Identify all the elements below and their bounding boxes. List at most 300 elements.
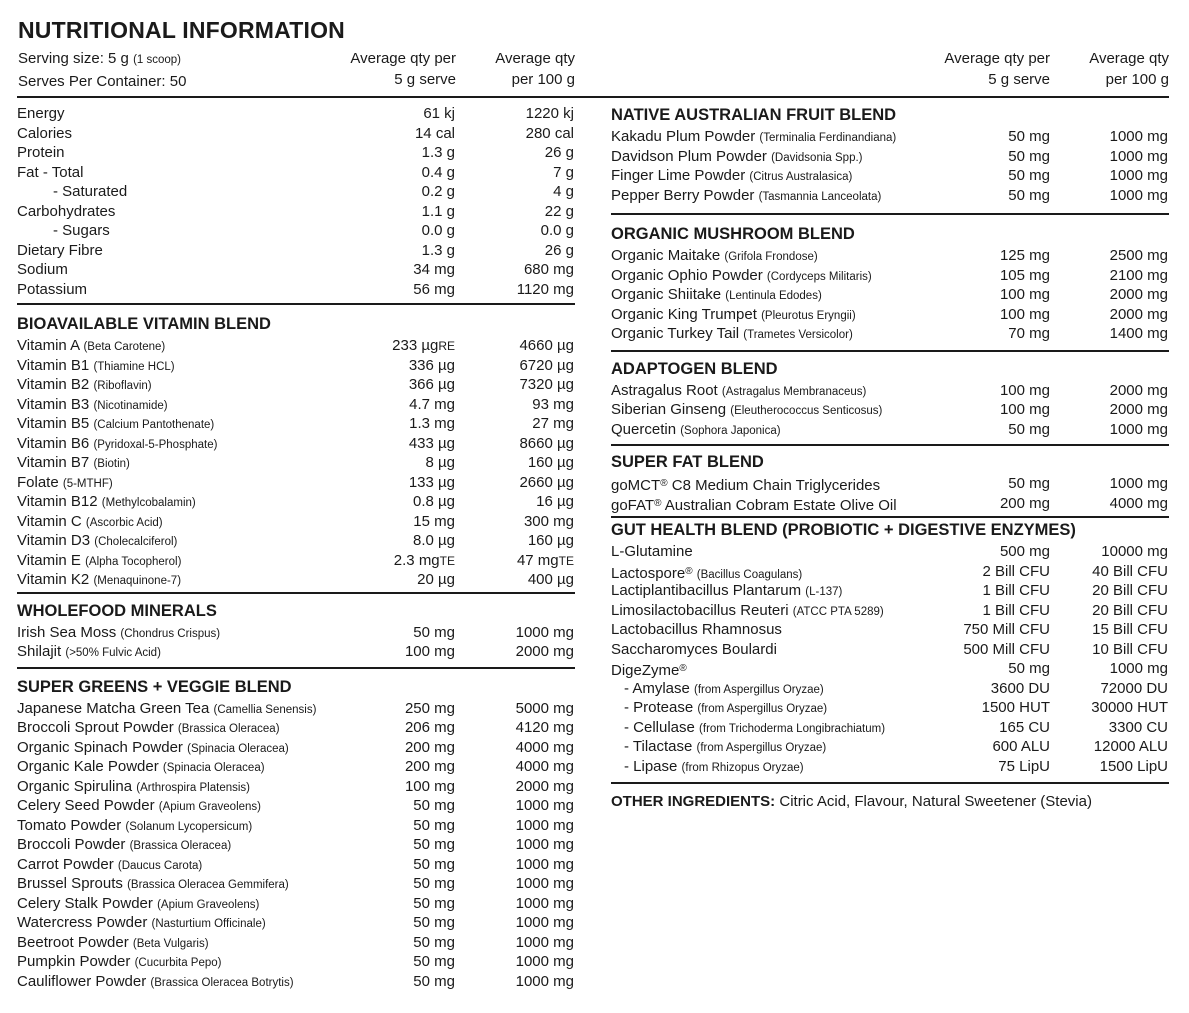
qty-per-serve-value: 15 mg: [413, 512, 455, 530]
ingredient-row: [17, 280, 575, 300]
ingredient-name-rest: Australian Cobram Estate Olive Oil: [661, 496, 897, 514]
ingredient-row: [17, 473, 575, 493]
qty-per-serve-value: 100 mg: [404, 777, 455, 795]
qty-per-100g-value: 2000 mg: [1109, 305, 1168, 323]
qty-per-100g-value: 1000 mg: [1109, 147, 1168, 165]
ingredient-note: (Riboflavin): [93, 380, 152, 392]
qty-per-serve-value: 50 mg: [413, 953, 455, 970]
qty-per-100g-value: 1000 mg: [515, 836, 574, 853]
qty-per-serve: [413, 855, 455, 875]
ingredient-row: [17, 453, 575, 473]
ingredient-name: [611, 285, 822, 307]
ingredient-name: [17, 453, 130, 475]
qty-per-serve-value: 50 mg: [1008, 475, 1050, 492]
ingredient-note: (Alpha Tocopherol): [85, 555, 182, 568]
qty-per-serve-value: 50 mg: [1008, 420, 1050, 438]
ingredient-row: [611, 266, 1169, 286]
qty-per-serve-value: 70 mg: [1008, 325, 1050, 342]
ingredient-name-text: Protein: [17, 144, 65, 161]
qty-per-100g-value: 2000 mg: [515, 777, 574, 795]
qty-per-100g: [516, 777, 574, 797]
ingredient-name: [17, 531, 177, 553]
qty-per-100g-value: 1500 LipU: [1099, 757, 1168, 775]
ingredient-name: [17, 375, 152, 397]
ingredient-note: (Eleutherococcus Senticosus): [730, 405, 883, 417]
qty-per-serve: [1008, 147, 1050, 167]
qty-per-serve-value: 1.3 mg: [409, 415, 455, 432]
ingredient-note: (Nicotinamide): [93, 399, 168, 412]
qty-per-100g-value: 1000 mg: [1109, 660, 1168, 677]
nutrition-section: [17, 104, 575, 299]
ingredient-name-text: Vitamin B3: [17, 395, 90, 413]
ingredient-name: [624, 718, 885, 740]
ingredient-note: (Sophora Japonica): [680, 424, 781, 437]
ingredient-row: [17, 395, 575, 415]
qty-per-100g: [519, 336, 574, 356]
ingredient-note: (Bacillus Coagulans): [696, 568, 803, 581]
qty-per-100g: [553, 163, 574, 183]
qty-per-100g-value: 160 µg: [527, 532, 574, 549]
registered-mark: ®: [654, 497, 662, 509]
qty-per-serve: [1008, 324, 1050, 344]
qty-per-100g: [517, 280, 574, 300]
qty-per-serve-value: 366 µg: [408, 376, 455, 393]
ingredient-name-text: - Amylase: [624, 679, 690, 697]
qty-per-serve-value: 0.8 µg: [412, 493, 455, 510]
qty-per-100g-value: 1120 mg: [516, 280, 574, 298]
ingredient-name: [611, 166, 852, 188]
other-ingredients-text: Citric Acid, Flavour, Natural Sweetener (Stevia): [775, 793, 1092, 810]
ingredient-row: [17, 835, 575, 855]
qty-per-100g-value: 2100 mg: [1109, 266, 1168, 284]
qty-per-serve: [982, 601, 1050, 621]
ingredient-name-text: Broccoli Sprout Powder: [17, 719, 174, 736]
vitamin-section: [17, 305, 575, 590]
ingredient-name: [17, 395, 168, 417]
qty-per-100g-value: 1000 mg: [515, 953, 574, 970]
ingredient-name: [611, 581, 842, 603]
ingredient-name: [611, 420, 781, 442]
ingredient-name: [611, 147, 862, 169]
ingredient-note: (ATCC PTA 5289): [792, 605, 884, 618]
ingredient-note: (from Aspergillus Oryzae): [697, 703, 828, 715]
qty-per-serve: [413, 623, 455, 643]
ingredient-name-text: Broccoli Powder: [17, 836, 126, 853]
col-header-per-100g-right: Average qty per 100 g: [1089, 50, 1169, 88]
qty-per-serve-value: 200 mg: [404, 758, 455, 775]
qty-per-100g-value: 280 cal: [525, 124, 574, 142]
ingredient-name-text: Cauliflower Powder: [17, 972, 147, 990]
ingredient-note: (Camellia Senensis): [213, 703, 317, 716]
qty-per-serve: [1000, 542, 1050, 562]
section-title: SUPER GREENS + VEGGIE BLEND: [17, 677, 292, 696]
ingredient-name-rest: C8 Medium Chain Triglycerides: [667, 477, 881, 494]
ingredient-name: [611, 620, 782, 640]
qty-per-serve: [991, 679, 1050, 699]
qty-per-serve-value: 8 µg: [425, 454, 455, 471]
ingredient-row: [611, 186, 1169, 206]
ingredient-name-text: Beetroot Powder: [17, 933, 129, 951]
ingredient-name-text: - Cellulase: [624, 718, 695, 736]
qty-per-serve: [1008, 420, 1050, 440]
ingredient-row: [611, 659, 1169, 679]
qty-per-serve-value: 105 mg: [999, 266, 1050, 284]
ingredient-name: [17, 356, 175, 378]
qty-per-serve-value: 206 mg: [404, 719, 455, 736]
qty-per-serve-value: 4.7 mg: [409, 395, 455, 413]
ingredient-row: [17, 796, 575, 816]
qty-per-100g-value: 1000 mg: [515, 894, 574, 912]
qty-per-serve: [413, 492, 455, 512]
ingredient-row: [17, 855, 575, 875]
qty-per-serve-value: 50 mg: [413, 972, 455, 990]
ingredient-name-text: Davidson Plum Powder: [611, 147, 767, 165]
ingredient-name: [17, 241, 103, 261]
qty-per-100g: [1101, 542, 1168, 562]
qty-per-100g-value: 10000 mg: [1101, 543, 1168, 560]
ingredient-row: [17, 221, 575, 241]
ingredient-name-text: - Saturated: [53, 183, 128, 200]
serving-info: [18, 48, 186, 92]
qty-per-serve: [413, 531, 455, 551]
ingredient-row: [17, 816, 575, 836]
qty-per-serve-value: 336 µg: [408, 356, 455, 374]
ingredient-name-text: Quercetin: [611, 420, 677, 438]
ingredient-note: (Ascorbic Acid): [85, 516, 163, 529]
qty-per-100g: [1110, 474, 1168, 494]
qty-per-serve-value: 1500 HUT: [981, 699, 1050, 716]
qty-per-serve-value: 8.0 µg: [412, 532, 455, 549]
qty-per-serve: [409, 434, 455, 454]
page-title: NUTRITIONAL INFORMATION: [18, 17, 345, 43]
ingredient-name-text: Pepper Berry Powder: [611, 186, 755, 204]
qty-per-serve-value: 50 mg: [413, 894, 455, 912]
ingredient-name: [17, 570, 181, 592]
qty-per-serve: [417, 570, 455, 590]
qty-per-100g: [1110, 285, 1168, 305]
qty-per-100g-value: 40 Bill CFU: [1092, 562, 1168, 580]
qty-per-100g: [1110, 246, 1168, 266]
qty-per-100g: [516, 972, 574, 992]
ingredient-name: [611, 186, 881, 208]
qty-per-100g: [1092, 581, 1168, 601]
qty-per-serve: [413, 952, 455, 972]
qty-per-100g: [528, 531, 574, 551]
qty-per-100g: [1092, 640, 1168, 660]
qty-per-serve: [1008, 186, 1050, 206]
ingredient-note: (Solanum Lycopersicum): [125, 820, 253, 833]
ingredient-row: [17, 202, 575, 222]
ingredient-name: [611, 246, 818, 268]
qty-per-100g-value: 10 Bill CFU: [1092, 640, 1168, 658]
ingredient-name-text: Organic Spinach Powder: [17, 738, 183, 756]
qty-per-100g-value: 6720 µg: [519, 356, 574, 374]
qty-per-serve-value: 75 LipU: [998, 757, 1050, 775]
ingredient-name-text: Lactobacillus Rhamnosus: [611, 621, 782, 638]
ingredient-name: [624, 737, 826, 759]
qty-per-serve: [413, 972, 455, 992]
qty-per-serve-value: 56 mg: [413, 280, 455, 298]
qty-per-serve-value: 165 CU: [999, 718, 1050, 736]
ingredient-note: (Apium Graveolens): [157, 898, 260, 911]
ingredient-row: [17, 182, 575, 202]
qty-per-serve: [413, 913, 455, 933]
qty-per-100g-value: 2660 µg: [519, 473, 574, 491]
ingredient-row: [17, 260, 575, 280]
ingredient-name: [611, 127, 896, 149]
qty-per-serve-value: 750 Mill CFU: [963, 621, 1050, 638]
ingredient-name-text: - Protease: [624, 699, 694, 716]
ingredient-name-text: Organic King Trumpet: [611, 305, 757, 323]
qty-per-serve-value: 0.0 g: [421, 222, 455, 239]
qty-per-100g-value: 26 g: [544, 241, 574, 259]
header-rule: [17, 96, 1169, 98]
ingredient-name-text: - Sugars: [53, 222, 110, 239]
ingredient-name-text: - Tilactase: [624, 738, 693, 755]
qty-per-serve: [413, 835, 455, 855]
ingredient-name-text: Dietary Fibre: [17, 241, 103, 259]
ingredient-note: (Cucurbita Pepo): [134, 957, 222, 969]
section-title: BIOAVAILABLE VITAMIN BLEND: [17, 315, 271, 333]
qty-per-100g-value: 4000 mg: [515, 738, 574, 756]
ingredient-note: (Calcium Pantothenate): [93, 419, 215, 431]
ingredient-note: (Menaquinone-7): [93, 575, 182, 587]
ingredient-name: [17, 512, 163, 534]
ingredient-name-text: Brussel Sprouts: [17, 875, 123, 892]
ingredient-row: [17, 143, 575, 163]
qty-per-100g: [532, 395, 574, 415]
ingredient-note: (>50% Fulvic Acid): [65, 647, 161, 659]
qty-per-serve-value: 2.3 mg: [393, 551, 440, 569]
qty-per-serve-value: 50 mg: [1008, 660, 1050, 677]
qty-per-100g: [526, 104, 574, 124]
qty-per-100g: [545, 241, 574, 261]
ingredient-name-text: Organic Shiitake: [611, 286, 722, 303]
qty-per-serve-value: 125 mg: [999, 247, 1050, 264]
ingredient-row: [17, 623, 575, 643]
qty-per-serve-value: 0.2 g: [421, 183, 455, 200]
qty-per-serve: [992, 737, 1050, 757]
ingredient-row: [611, 305, 1169, 325]
qty-per-100g-value: 72000 DU: [1100, 679, 1168, 697]
ingredient-row: [611, 166, 1169, 186]
qty-per-100g-value: 1000 mg: [1109, 167, 1168, 184]
qty-per-serve-value: 1.1 g: [421, 202, 455, 220]
qty-per-serve: [1008, 659, 1050, 679]
ingredient-row: [17, 241, 575, 261]
ingredient-name-text: Vitamin B12: [17, 493, 98, 510]
ingredient-name-text: Vitamin B7: [17, 454, 90, 471]
ingredient-name: [17, 718, 280, 740]
ingredient-name: [17, 894, 259, 916]
ingredient-name: [17, 642, 161, 664]
qty-per-serve: [422, 202, 455, 222]
ingredient-name: [17, 835, 231, 857]
ingredient-note: (Grifola Frondose): [724, 251, 818, 263]
ingredient-name: [17, 796, 261, 818]
ingredient-name: [611, 659, 687, 681]
ingredient-name-text: Carbohydrates: [17, 202, 116, 220]
mushroom-section: [611, 215, 1169, 344]
qty-per-100g: [517, 551, 574, 572]
ingredient-name-text: Organic Spirulina: [17, 777, 133, 795]
qty-per-serve-value: 2 Bill CFU: [982, 562, 1050, 580]
qty-per-100g-value: 2000 mg: [1109, 381, 1168, 399]
qty-per-100g: [541, 221, 574, 241]
qty-per-serve: [1008, 474, 1050, 494]
qty-per-100g-value: 2000 mg: [1109, 286, 1168, 303]
qty-per-100g: [524, 260, 574, 280]
qty-per-serve-value: 133 µg: [408, 473, 455, 491]
qty-per-100g-value: 1000 mg: [515, 623, 574, 641]
qty-per-100g: [516, 757, 574, 777]
ingredient-name-text: Celery Stalk Powder: [17, 894, 153, 912]
qty-per-serve: [392, 336, 455, 357]
qty-per-100g: [528, 453, 574, 473]
col-header-per-100g-left: Average qty per 100 g: [495, 50, 575, 88]
qty-per-serve: [422, 221, 455, 241]
qty-per-100g-value: 26 g: [544, 144, 574, 161]
qty-per-100g-value: 1000 mg: [515, 875, 574, 892]
ingredient-row: [17, 913, 575, 933]
ingredient-name-text: Watercress Powder: [17, 914, 148, 931]
ingredient-row: [17, 492, 575, 512]
ingredient-note: (Biotin): [93, 458, 130, 470]
section-title: ORGANIC MUSHROOM BLEND: [611, 225, 855, 243]
ingredient-row: [17, 570, 575, 590]
qty-per-100g: [1110, 147, 1168, 167]
serving-size: [18, 48, 186, 71]
qty-per-100g-value: 3300 CU: [1108, 718, 1168, 736]
ingredient-note: (Methylcobalamin): [101, 497, 196, 509]
gut-section: [611, 518, 1169, 776]
ingredient-row: [17, 642, 575, 662]
qty-per-serve: [394, 551, 455, 572]
ingredient-note: (Daucus Carota): [117, 859, 203, 872]
qty-per-serve: [422, 241, 455, 261]
qty-per-serve-value: 100 mg: [999, 381, 1050, 399]
ingredient-name: [17, 952, 222, 974]
ingredient-note: (Pleurotus Eryngii): [761, 309, 856, 322]
qty-per-100g-value: 4660 µg: [519, 337, 574, 354]
ingredient-name-text: Organic Turkey Tail: [611, 325, 740, 342]
ingredient-note: (Pyridoxal-5-Phosphate): [93, 438, 218, 451]
qty-per-100g-value: 1000 mg: [515, 972, 574, 990]
ingredient-name: [17, 104, 65, 124]
ingredient-name-text: Energy: [17, 105, 65, 122]
qty-per-100g-value: 1000 mg: [515, 797, 574, 814]
ingredient-name-text: Lactospore: [611, 564, 686, 582]
ingredient-row: [17, 356, 575, 376]
ingredient-name-text: Lactiplantibacillus Plantarum: [611, 582, 802, 599]
qty-per-100g-value: 20 Bill CFU: [1092, 582, 1168, 599]
qty-per-100g-value: 1000 mg: [515, 855, 574, 873]
ingredient-note: (Terminalia Ferdinandiana): [759, 132, 897, 144]
qty-per-serve: [405, 642, 455, 662]
ingredient-name-text: Folate: [17, 473, 59, 491]
qty-per-100g: [1100, 679, 1168, 699]
ingredient-row: [611, 542, 1169, 562]
ingredient-note: (5-MTHF): [62, 477, 113, 490]
ingredient-name: [611, 305, 856, 327]
qty-per-serve: [1000, 305, 1050, 325]
ingredient-row: [611, 324, 1169, 344]
ingredient-name: [611, 601, 884, 623]
ingredient-row: [611, 420, 1169, 440]
ingredient-name: [17, 777, 250, 799]
ingredient-row: [17, 124, 575, 144]
ingredient-name-text: Fat - Total: [17, 163, 84, 181]
qty-per-serve: [426, 453, 456, 473]
qty-per-100g: [516, 642, 574, 662]
ingredient-note: (from Aspergillus Oryzae): [696, 742, 827, 754]
qty-per-100g: [1110, 381, 1168, 401]
qty-per-100g: [516, 933, 574, 953]
ingredient-note: (Spinacia Oleracea): [162, 762, 265, 774]
ingredient-row: [17, 531, 575, 551]
qty-per-serve-value: 200 mg: [404, 738, 455, 756]
registered-mark: ®: [685, 565, 693, 577]
ingredient-note: (Astragalus Membranaceus): [721, 385, 867, 398]
qty-per-100g: [516, 874, 574, 894]
qty-per-100g: [519, 356, 574, 376]
qty-per-100g: [528, 570, 574, 590]
qty-per-100g-value: 27 mg: [532, 415, 574, 432]
qty-per-100g: [545, 143, 574, 163]
ingredient-name-text: Sodium: [17, 261, 68, 278]
ingredient-name: [17, 163, 83, 183]
ingredient-name-text: Vitamin B1: [17, 356, 90, 374]
ingredient-row: [17, 952, 575, 972]
qty-per-100g-value: 47 mg: [516, 551, 559, 569]
qty-per-100g: [1092, 620, 1168, 640]
qty-per-serve-value: 1 Bill CFU: [982, 582, 1050, 599]
qty-per-serve: [413, 894, 455, 914]
serving-size-label: Serving size: 5 g: [18, 50, 129, 67]
qty-per-serve-value: 50 mg: [1008, 147, 1050, 165]
section-title: SUPER FAT BLEND: [611, 453, 764, 471]
qty-per-serve: [982, 562, 1050, 582]
qty-per-serve: [1000, 246, 1050, 266]
qty-per-serve-value: 1 Bill CFU: [982, 601, 1050, 619]
ingredient-note: (Cholecalciferol): [94, 536, 178, 548]
qty-per-serve-value: 600 ALU: [992, 738, 1050, 755]
qty-per-100g-value: 1220 kj: [525, 105, 574, 122]
ingredient-note: (Lentinula Edodes): [725, 290, 822, 302]
qty-per-100g: [516, 718, 574, 738]
ingredient-name: [17, 913, 266, 935]
qty-per-100g: [516, 855, 574, 875]
qty-per-100g: [1092, 601, 1168, 621]
qty-per-serve: [963, 620, 1050, 640]
qty-unit-suffix: RE: [438, 339, 455, 353]
ingredient-name: [17, 874, 289, 896]
right-column: [611, 104, 1169, 810]
qty-per-100g-value: 7320 µg: [519, 376, 574, 393]
qty-per-100g: [519, 375, 574, 395]
qty-per-100g: [524, 512, 574, 532]
ingredient-name: [611, 640, 777, 660]
ingredient-row: [611, 285, 1169, 305]
qty-per-100g: [1091, 698, 1168, 718]
qty-per-serve: [422, 163, 455, 183]
ingredient-name-text: DigeZyme: [611, 662, 680, 679]
qty-per-100g-value: 22 g: [544, 202, 574, 220]
ingredient-name: [611, 381, 866, 403]
qty-per-100g: [1094, 737, 1168, 757]
qty-per-100g: [516, 835, 574, 855]
ingredient-name: [611, 266, 872, 288]
